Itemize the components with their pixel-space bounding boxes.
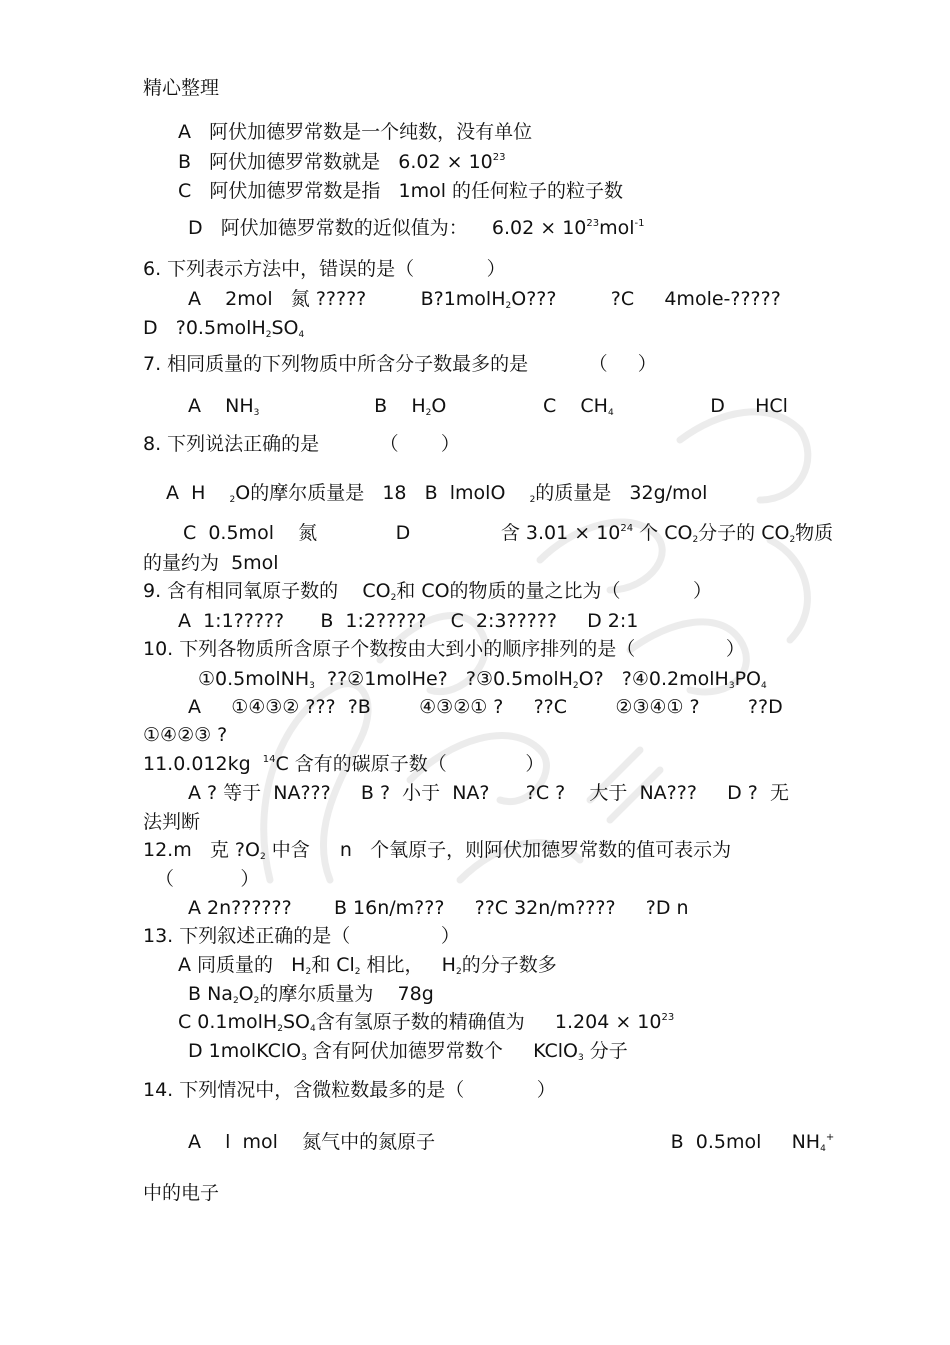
- line-text: mol: [599, 217, 635, 239]
- document-line: [143, 810, 200, 834]
- subscript: 4: [309, 1024, 316, 1034]
- line-text: C 0.5mol 氮 D 含 3.01 × 10: [183, 522, 621, 544]
- line-text: ??②1molHe? ?③0.5molH: [314, 668, 573, 690]
- line-text: C 阿伏加德罗常数是指 1mol 的任何粒子的粒子数: [178, 180, 624, 202]
- document-line: [143, 432, 460, 456]
- subscript: 2: [253, 996, 260, 1006]
- subscript: 2: [354, 967, 361, 977]
- subscript: 2: [455, 967, 462, 977]
- document-line: [143, 1078, 556, 1102]
- line-text: 精心整理: [143, 77, 220, 99]
- document-line: [188, 216, 645, 240]
- subscript: 2: [529, 495, 536, 505]
- line-text: 的摩尔质量为 78g: [259, 983, 434, 1005]
- line-text: O的摩尔质量是 18 B lmolO: [235, 482, 530, 504]
- line-text: O C CH: [431, 395, 608, 417]
- line-text: SO: [282, 1011, 310, 1033]
- page-header: [143, 76, 219, 100]
- document-line: [188, 896, 689, 920]
- line-text: C 含有的碳原子数（ ）: [275, 753, 545, 775]
- subscript: 2: [505, 301, 512, 311]
- line-text: 7. 相同质量的下列物质中所含分子数最多的是 （ ）: [143, 353, 657, 375]
- document-line: [143, 352, 657, 376]
- subscript: 3: [728, 681, 735, 691]
- subscript: 2: [277, 1024, 283, 1034]
- document-line: [143, 838, 731, 862]
- line-text: 相比， H: [360, 954, 456, 976]
- subscript: 2: [390, 593, 397, 603]
- document-line: [178, 120, 532, 144]
- document-line: [188, 287, 781, 311]
- line-text: A 阿伏加德罗常数是一个纯数，没有单位: [178, 121, 533, 143]
- line-text: D ?0.5molH: [143, 317, 266, 339]
- document-line: [178, 953, 557, 977]
- document-line: [143, 1181, 219, 1205]
- line-text: 分子的 CO: [698, 522, 790, 544]
- document-line: [143, 637, 745, 661]
- line-text: A 2n?????? B 16n/m??? ??C 32n/m???? ?D n: [188, 897, 689, 919]
- document-line: [188, 982, 434, 1006]
- document-line: [143, 316, 304, 340]
- superscript: 23: [492, 152, 506, 163]
- subscript: 2: [232, 996, 239, 1006]
- line-text: O??? ?C 4mole-?????: [511, 288, 781, 310]
- document-line: [143, 257, 506, 281]
- document-line: [198, 667, 767, 691]
- document-line: [188, 695, 783, 719]
- document-line: [166, 481, 707, 505]
- document-line: [143, 723, 227, 747]
- line-text: A ? 等于 NA??? B ? 小于 NA? ?C ? 大于 NA??? D ? 无: [188, 782, 789, 804]
- line-text: O: [238, 983, 254, 1005]
- subscript: 4: [820, 1144, 826, 1154]
- line-text: 个 CO: [633, 522, 693, 544]
- line-text: 10. 下列各物质所含原子个数按由大到小的顺序排列的是（ ）: [143, 638, 745, 660]
- line-text: SO: [271, 317, 299, 339]
- subscript: 2: [229, 495, 236, 505]
- line-text: 的分子数多: [461, 954, 557, 976]
- superscript: 14: [262, 754, 276, 765]
- line-text: C 0.1molH: [178, 1011, 278, 1033]
- subscript: 2: [425, 408, 432, 418]
- document-line: [143, 752, 544, 776]
- line-text: D 阿伏加德罗常数的近似值为： 6.02 × 10: [188, 217, 587, 239]
- superscript: 24: [620, 523, 634, 534]
- document-line: [143, 924, 460, 948]
- document-line: [155, 867, 259, 891]
- line-text: 的质量是 32g/mol: [535, 482, 708, 504]
- line-text: O? ?④0.2molH: [578, 668, 729, 690]
- subscript: 2: [305, 967, 312, 977]
- subscript: 4: [298, 330, 305, 340]
- line-text: A l mol 氮气中的氮原子 B 0.5mol NH: [188, 1131, 821, 1153]
- document-line: [188, 1039, 628, 1063]
- subscript: 4: [761, 681, 767, 691]
- subscript: 2: [692, 535, 699, 545]
- document-line: [188, 781, 789, 805]
- subscript: 2: [789, 535, 796, 545]
- subscript: 3: [578, 1053, 584, 1063]
- document-line: [188, 394, 788, 418]
- line-text: 含有氢原子数的精确值为 1.204 × 10: [315, 1011, 662, 1033]
- superscript: -1: [634, 218, 645, 229]
- line-text: （ ）: [155, 868, 260, 890]
- line-text: A NH: [188, 395, 254, 417]
- line-text: B Na: [188, 983, 233, 1005]
- line-text: D HCl: [613, 395, 788, 417]
- line-text: 物质: [795, 522, 834, 544]
- document-line: [178, 609, 638, 633]
- subscript: 3: [309, 681, 315, 691]
- subscript: 3: [301, 1053, 307, 1063]
- superscript: +: [825, 1132, 835, 1143]
- line-text: 13. 下列叙述正确的是（ ）: [143, 925, 460, 947]
- line-text: ①0.5molNH: [198, 668, 310, 690]
- line-text: D 1molKClO: [188, 1040, 302, 1062]
- line-text: 法判断: [143, 811, 201, 833]
- document-line: [143, 551, 279, 575]
- line-text: B H: [259, 395, 426, 417]
- line-text: 分子: [583, 1040, 628, 1062]
- subscript: 2: [259, 852, 266, 862]
- line-text: 和 Cl: [311, 954, 355, 976]
- document-line: [188, 1130, 834, 1154]
- subscript: 3: [253, 408, 260, 418]
- line-text: 9. 含有相同氧原子数的 CO: [143, 580, 391, 602]
- superscript: 23: [661, 1012, 675, 1023]
- subscript: 2: [265, 330, 272, 340]
- document-line: [178, 1010, 674, 1034]
- line-text: 中的电子: [143, 1182, 220, 1204]
- line-text: 中含 n 个氧原子，则阿伏加德罗常数的值可表示为: [265, 839, 732, 861]
- line-text: 6. 下列表示方法中，错误的是（ ）: [143, 258, 506, 280]
- superscript: 23: [586, 218, 600, 229]
- line-text: 14. 下列情况中，含微粒数最多的是（ ）: [143, 1079, 556, 1101]
- line-text: 和 CO的物质的量之比为（ ）: [396, 580, 713, 602]
- line-text: 8. 下列说法正确的是 （ ）: [143, 433, 460, 455]
- line-text: A 2mol 氮 ????? B?1molH: [188, 288, 506, 310]
- line-text: 11.0.012kg: [143, 753, 263, 775]
- line-text: B 阿伏加德罗常数就是 6.02 × 10: [178, 151, 493, 173]
- line-text: 的量约为 5mol: [143, 552, 279, 574]
- document-line: [178, 179, 623, 203]
- document-line: [178, 150, 506, 174]
- line-text: A 1:1????? B 1:2????? C 2:3????? D 2:1: [178, 610, 639, 632]
- line-text: PO: [734, 668, 761, 690]
- line-text: 12.m 克 ?O: [143, 839, 260, 861]
- line-text: A H: [166, 482, 230, 504]
- subscript: 4: [607, 408, 614, 418]
- line-text: ①④②③ ?: [143, 724, 228, 746]
- subscript: 2: [572, 681, 579, 691]
- line-text: 含有阿伏加德罗常数个 KClO: [306, 1040, 578, 1062]
- line-text: A ①④③② ??? ?B ④③②① ? ??C ②③④① ? ??D: [188, 696, 783, 718]
- line-text: A 同质量的 H: [178, 954, 306, 976]
- document-line: [143, 579, 712, 603]
- document-line: [183, 521, 833, 545]
